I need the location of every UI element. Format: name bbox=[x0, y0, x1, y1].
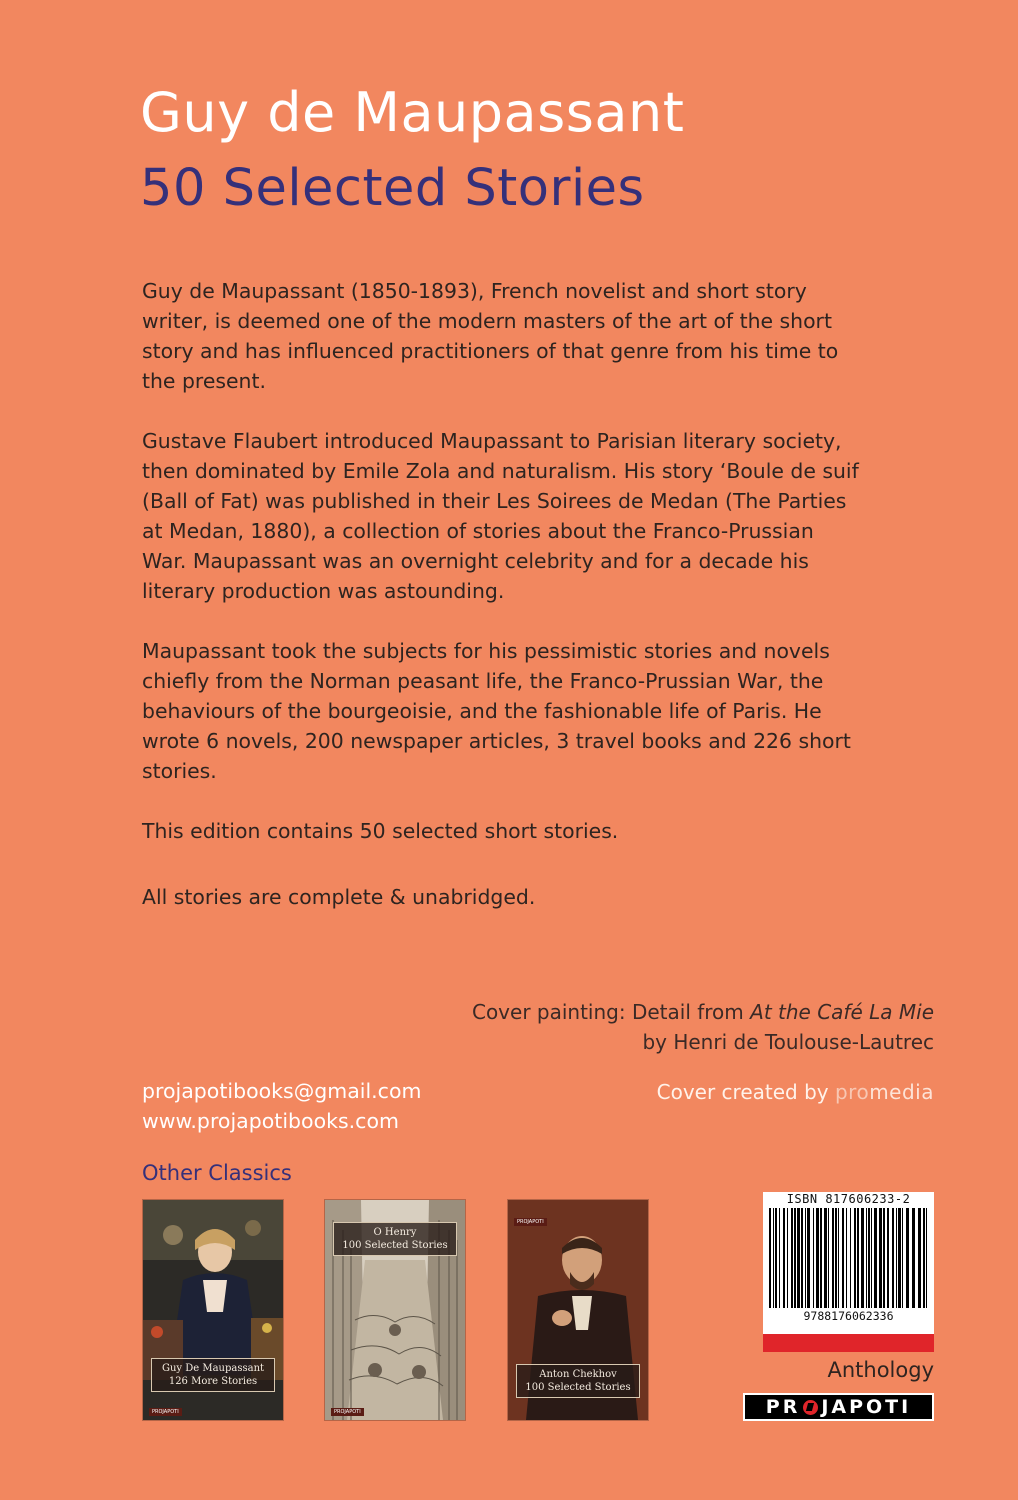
credit-artist: by Henri de Toulouse-Lautrec bbox=[642, 1030, 934, 1054]
description-paragraph-1: Guy de Maupassant (1850-1893), French novelist and short story writer, is deemed one of the modern masters of the art of the short story and has influenced practitioners of that genre from his time to the present. bbox=[142, 279, 839, 393]
isbn-number: 9788176062336 bbox=[803, 1309, 894, 1323]
book-3-author: Anton Chekhov bbox=[539, 1369, 617, 1380]
book-3-title: 100 Selected Stories bbox=[525, 1382, 631, 1393]
book-3-label bbox=[516, 1364, 640, 1398]
book-2-title: 100 Selected Stories bbox=[342, 1240, 448, 1251]
publisher-website[interactable]: www.projapotibooks.com bbox=[142, 1109, 399, 1133]
book-author-title: Guy de Maupassant bbox=[140, 81, 685, 144]
description-paragraph-3: Maupassant took the subjects for his pessimistic stories and novels chiefly from the Norman peasant life, the Franco-Prussian War, the behaviours of the bourgeoisie, and the fashionable life of Paris. He wrote 6 novels, 200 newspaper articles, 3 travel books and 226 short stories. bbox=[142, 639, 851, 783]
credit-line-1 bbox=[472, 997, 934, 1027]
isbn-label: ISBN 817606233-2 bbox=[786, 1192, 911, 1206]
book-2-author: O Henry bbox=[373, 1227, 417, 1238]
description-paragraph-5: All stories are complete & unabridged. bbox=[142, 885, 536, 909]
book-cover-ohenry-100[interactable] bbox=[325, 1200, 465, 1420]
cover-created-label: Cover created by bbox=[656, 1080, 835, 1104]
book-1-author: Guy De Maupassant bbox=[161, 1363, 265, 1374]
book-subtitle: 50 Selected Stories bbox=[140, 159, 645, 218]
description-paragraph-2: Gustave Flaubert introduced Maupassant to Parisian literary society, then dominated by Emile Zola and naturalism. His story ‘Boule de suif (Ball of Fat) was published in their Les Soirees de Medan (The Parties at Medan, 1880), a collection of stories about the Franco-Prussian War. Maupassant was an overnight celebrity and for a decade his literary production was astounding. bbox=[142, 429, 859, 603]
book-1-title: 126 More Stories bbox=[168, 1376, 258, 1387]
book-1-publisher: PROJAPOTI bbox=[149, 1408, 182, 1416]
cover-painting-credit bbox=[472, 997, 934, 1057]
promedia-part-2: media bbox=[869, 1080, 934, 1104]
promedia-logo bbox=[835, 1080, 934, 1104]
other-classics-heading: Other Classics bbox=[142, 1161, 292, 1185]
book-2-label bbox=[333, 1222, 457, 1256]
publisher-contact bbox=[142, 1076, 421, 1136]
barcode-red-stripe bbox=[763, 1334, 934, 1352]
publisher-email[interactable]: projapotibooks@gmail.com bbox=[142, 1079, 422, 1103]
credit-prefix: Cover painting: Detail from bbox=[471, 1000, 751, 1024]
logo-text-right: JAPOTI bbox=[821, 1396, 912, 1418]
barcode-bars bbox=[763, 1208, 934, 1308]
cover-designer-credit bbox=[657, 1077, 934, 1107]
book-cover-maupassant-126[interactable] bbox=[143, 1200, 283, 1420]
isbn-barcode bbox=[763, 1192, 934, 1352]
book-2-publisher: PROJAPOTI bbox=[331, 1408, 364, 1416]
book-1-label bbox=[151, 1358, 275, 1392]
book-cover-chekhov-100[interactable] bbox=[508, 1200, 648, 1420]
butterfly-icon bbox=[803, 1400, 818, 1415]
publisher-logo bbox=[743, 1393, 934, 1421]
promedia-part-1: pro bbox=[834, 1080, 870, 1104]
series-label: Anthology bbox=[827, 1358, 934, 1382]
logo-text-left: PR bbox=[765, 1396, 801, 1418]
description-paragraph-4: This edition contains 50 selected short stories. bbox=[142, 819, 619, 843]
book-3-publisher: PROJAPOTI bbox=[514, 1218, 547, 1226]
painting-title: At the Café La Mie bbox=[750, 1000, 934, 1024]
book-description bbox=[142, 276, 862, 942]
